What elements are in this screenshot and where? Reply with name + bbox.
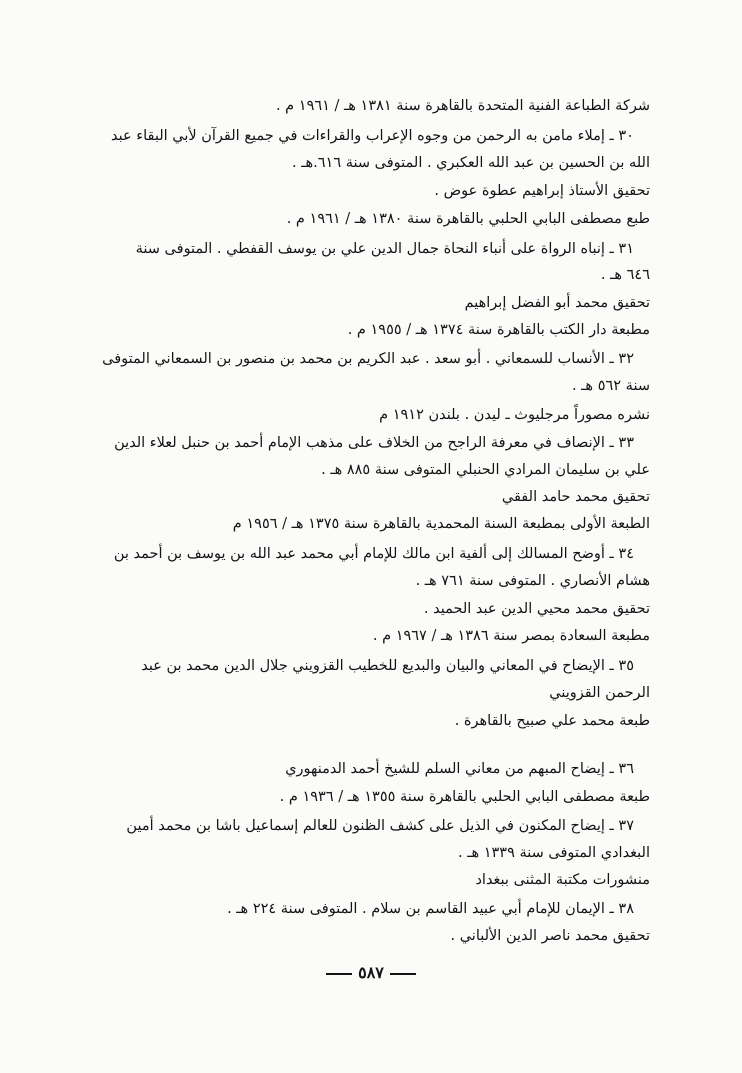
text-line: تحقيق محمد أبو الفضل إبراهيم <box>464 295 650 311</box>
text-line: طبعة محمد علي صبيح بالقاهرة . <box>454 713 650 729</box>
text-line: شركة الطباعة الفنية المتحدة بالقاهرة سنة ١٣٨١ هـ / ١٩٦١ م . <box>275 98 650 114</box>
entry-31-title: ٣١ ـ إنباه الرواة على أنباء النحاة جمال الدين علي بن يوسف القفطي . المتوفى سنة <box>135 241 634 257</box>
text-line: ٦٤٦ هـ . <box>600 267 650 283</box>
folio-dash-right <box>390 973 416 975</box>
text-line: تحقيق محمد حامد الفقي <box>501 489 650 505</box>
entry-30-title: ٣٠ ـ إملاء مامن به الرحمن من وجوه الإعراب والقراءات في جميع القرآن لأبي البقاء عبد <box>111 128 634 144</box>
text-line: سنة ٥٦٢ هـ . <box>571 378 650 394</box>
text-line: مطبعة دار الكتب بالقاهرة سنة ١٣٧٤ هـ / ١٩٥٥ م . <box>347 322 650 338</box>
entry-38-title: ٣٨ ـ الإيمان للإمام أبي عبيد القاسم بن سلام . المتوفى سنة ٢٢٤ هـ . <box>227 901 634 917</box>
text-line: تحقيق محمد ناصر الدين الألباني . <box>450 928 650 944</box>
text-line: منشورات مكتبة المثنى ببغداد <box>475 872 650 888</box>
text-line: الله بن الحسين بن عبد الله العكبري . المتوفى سنة ٦١٦.هـ . <box>292 155 650 171</box>
text-line: نشره مصوراً مرجليوث ـ ليدن . بلندن ١٩١٢ م <box>379 407 650 423</box>
text-line: تحقيق محمد محيي الدين عبد الحميد . <box>423 601 650 617</box>
text-line: هشام الأنصاري . المتوفى سنة ٧٦١ هـ . <box>415 573 650 589</box>
entry-35-title: ٣٥ ـ الإيضاح في المعاني والبيان والبديع للخطيب القزويني جلال الدين محمد بن عبد <box>141 658 634 674</box>
text-line: علي بن سليمان المرادي الحنبلي المتوفى سنة ٨٨٥ هـ . <box>321 462 650 478</box>
entry-34-title: ٣٤ ـ أوضح المسالك إلى ألفية ابن مالك للإمام أبي محمد عبد الله بن يوسف بن أحمد بن <box>113 546 634 562</box>
text-line: طبعة مصطفى البابي الحلبي بالقاهرة سنة ١٣٥٥ هـ / ١٩٣٦ م . <box>279 789 650 805</box>
page-number-text: ٥٨٧ <box>358 963 384 982</box>
folio-dash-left <box>326 973 352 975</box>
text-line: مطبعة السعادة بمصر سنة ١٣٨٦ هـ / ١٩٦٧ م . <box>372 628 650 644</box>
text-line: الطبعة الأولى بمطبعة السنة المحمدية بالقاهرة سنة ١٣٧٥ هـ / ١٩٥٦ م <box>232 516 650 532</box>
text-line: الرحمن القزويني <box>549 685 650 701</box>
entry-32-title: ٣٢ ـ الأنساب للسمعاني . أبو سعد . عبد الكريم بن محمد بن منصور بن السمعاني المتوفى <box>102 351 634 367</box>
text-line: البغدادي المتوفى سنة ١٣٣٩ هـ . <box>458 845 650 861</box>
page-number <box>0 963 742 982</box>
entry-36-title: ٣٦ ـ إيضاح المبهم من معاني السلم للشيخ أحمد الدمنهوري <box>285 761 634 777</box>
text-line: طبع مصطفى البابي الحلبي بالقاهرة سنة ١٣٨٠ هـ / ١٩٦١ م . <box>286 211 650 227</box>
entry-37-title: ٣٧ ـ إيضاح المكنون في الذيل على كشف الظنون للعالم إسماعيل باشا بن محمد أمين <box>126 818 634 834</box>
text-line: تحقيق الأستاذ إبراهيم عطوة عوض . <box>434 183 650 199</box>
entry-33-title: ٣٣ ـ الإنصاف في معرفة الراجح من الخلاف على مذهب الإمام أحمد بن حنبل لعلاء الدين <box>114 435 634 451</box>
